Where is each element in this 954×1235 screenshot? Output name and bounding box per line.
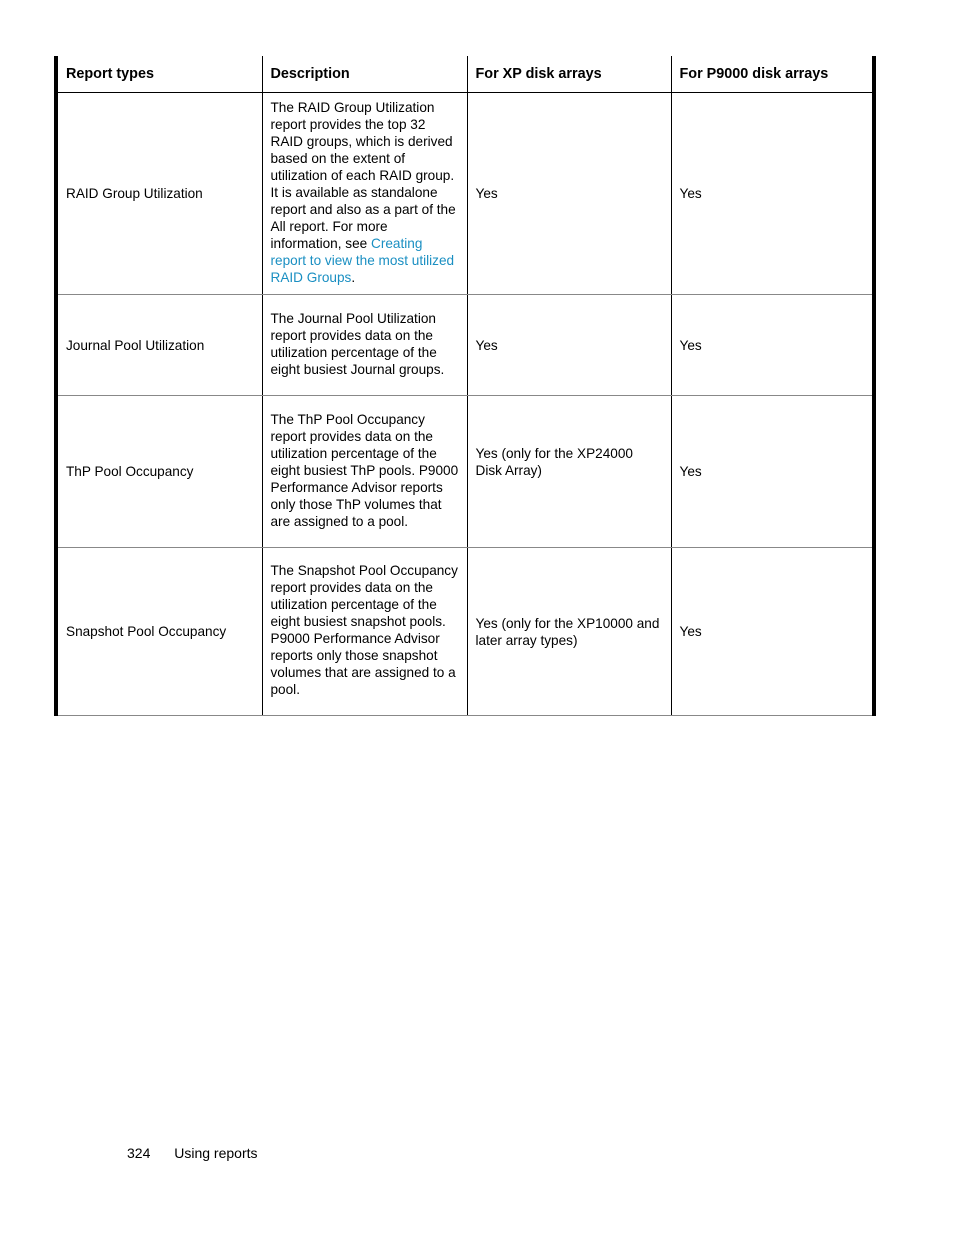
header-description: Description [262,56,467,93]
xp-support-cell [467,396,671,548]
header-xp-disk-arrays: For XP disk arrays [467,56,671,93]
table-row [58,93,872,295]
header-report-types: Report types [58,56,262,93]
description-text-end: . [351,269,356,285]
table-row [58,548,872,716]
report-types-table-container [54,56,876,716]
report-type-cell: ThP Pool Occupancy [58,396,262,548]
table-header-row [58,56,872,93]
page-footer [127,1145,258,1161]
p9000-support-cell: Yes [671,548,872,716]
p9000-support-cell: Yes [671,295,872,396]
header-p9000-disk-arrays: For P9000 disk arrays [671,56,872,93]
description-cell: The Snapshot Pool Occupancy report provides data on the utilization percentage of the eight busiest snapshot pools. P9000 Performance Advisor reports only those snapshot volumes that are assigned to a pool. [262,548,467,716]
table-row [58,396,872,548]
description-cell [262,93,467,295]
report-types-table [58,56,872,716]
xp-support-text: Yes (only for the XP24000 Disk Array) [475,445,633,478]
report-type-cell: Journal Pool Utilization [58,295,262,396]
table-row [58,295,872,396]
creating-report-link[interactable]: Creating report to view the most utilized RAID Groups [270,235,455,285]
report-type-cell: Snapshot Pool Occupancy [58,548,262,716]
section-title: Using reports [174,1145,258,1161]
p9000-support-cell: Yes [671,93,872,295]
p9000-support-cell: Yes [671,396,872,548]
xp-support-cell: Yes (only for the XP10000 and later array types) [467,548,671,716]
report-type-cell: RAID Group Utilization [58,93,262,295]
description-cell: The Journal Pool Utilization report provides data on the utilization percentage of the eight busiest Journal groups. [262,295,467,396]
description-text: The RAID Group Utilization report provides the top 32 RAID groups, which is derived based on the extent of utilization of each RAID group. It is available as standalone report and also as a part of the All report. For more information, see [270,99,456,251]
xp-support-cell: Yes [467,295,671,396]
description-cell: The ThP Pool Occupancy report provides data on the utilization percentage of the eight busiest ThP pools. P9000 Performance Advisor reports only those ThP volumes that are assigned to a pool. [262,396,467,548]
page-number: 324 [127,1145,151,1161]
xp-support-cell: Yes [467,93,671,295]
